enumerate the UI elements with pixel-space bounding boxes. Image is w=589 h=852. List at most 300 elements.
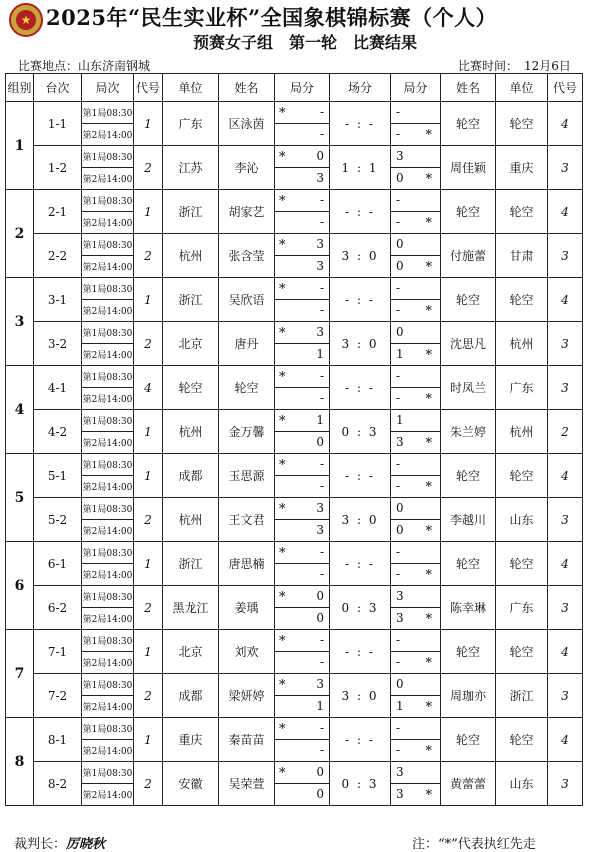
left-unit: 广东 xyxy=(163,102,219,146)
score-value: - xyxy=(396,193,401,207)
right-code: 4 xyxy=(548,630,583,674)
round-time: 第2局14:00 xyxy=(82,652,134,674)
table-row xyxy=(6,410,583,432)
score-value: 0 xyxy=(316,787,324,801)
right-game-score xyxy=(391,542,441,564)
column-header: 场分 xyxy=(330,74,391,102)
left-unit: 浙江 xyxy=(163,278,219,322)
left-game-score xyxy=(275,212,330,234)
round-time: 第1局08:30 xyxy=(82,454,134,476)
left-unit: 杭州 xyxy=(163,234,219,278)
right-unit: 轮空 xyxy=(496,542,548,586)
table-row xyxy=(6,498,583,520)
right-name: 轮空 xyxy=(441,718,496,762)
left-game-score xyxy=(275,124,330,146)
left-code: 1 xyxy=(134,102,163,146)
round-time: 第2局14:00 xyxy=(82,344,134,366)
left-game-score xyxy=(275,498,330,520)
match-score: 1 : 1 xyxy=(330,146,391,190)
left-name: 轮空 xyxy=(219,366,275,410)
right-unit: 山东 xyxy=(496,498,548,542)
match-score: - : - xyxy=(330,102,391,146)
score-value: - xyxy=(396,391,401,405)
score-value: - xyxy=(396,303,401,317)
match-score: 0 : 3 xyxy=(330,762,391,806)
score-value: - xyxy=(396,633,401,647)
right-unit: 重庆 xyxy=(496,146,548,190)
left-game-score xyxy=(275,168,330,190)
score-value: - xyxy=(319,633,324,647)
red-first-mark: * xyxy=(425,524,432,539)
referee-label: 裁判长： xyxy=(14,837,67,852)
score-value: - xyxy=(396,105,401,119)
score-value: - xyxy=(396,545,401,559)
column-header: 代号 xyxy=(548,74,583,102)
round-time: 第2局14:00 xyxy=(82,124,134,146)
round-time: 第1局08:30 xyxy=(82,586,134,608)
score-value: 3 xyxy=(396,787,404,801)
column-header: 局次 xyxy=(82,74,134,102)
left-game-score xyxy=(275,542,330,564)
left-unit: 浙江 xyxy=(163,542,219,586)
left-unit: 成都 xyxy=(163,674,219,718)
left-code: 1 xyxy=(134,454,163,498)
referee-name: 厉晓秋 xyxy=(66,837,106,852)
left-game-score xyxy=(275,234,330,256)
right-unit: 轮空 xyxy=(496,454,548,498)
board-number: 7-2 xyxy=(34,674,82,718)
left-game-score xyxy=(275,102,330,124)
round-time: 第1局08:30 xyxy=(82,366,134,388)
right-code: 2 xyxy=(548,410,583,454)
left-name: 张含莹 xyxy=(219,234,275,278)
score-value: - xyxy=(319,127,324,141)
left-name: 唐思楠 xyxy=(219,542,275,586)
score-value: 3 xyxy=(316,237,324,251)
red-first-mark: * xyxy=(425,392,432,407)
score-value: - xyxy=(319,281,324,295)
score-value: 0 xyxy=(396,325,404,339)
right-unit: 山东 xyxy=(496,762,548,806)
score-value: - xyxy=(396,457,401,471)
left-code: 2 xyxy=(134,674,163,718)
right-code: 3 xyxy=(548,498,583,542)
score-value: - xyxy=(396,567,401,581)
red-first-mark: * xyxy=(425,216,432,231)
left-code: 1 xyxy=(134,410,163,454)
round-time: 第2局14:00 xyxy=(82,432,134,454)
red-first-mark: * xyxy=(279,282,286,297)
left-code: 2 xyxy=(134,586,163,630)
left-unit: 江苏 xyxy=(163,146,219,190)
match-score: - : - xyxy=(330,278,391,322)
right-game-score xyxy=(391,740,441,762)
referee-line xyxy=(14,833,105,852)
round-time: 第2局14:00 xyxy=(82,696,134,718)
right-code: 4 xyxy=(548,718,583,762)
table-row xyxy=(6,190,583,212)
column-header: 单位 xyxy=(163,74,219,102)
match-score: - : - xyxy=(330,190,391,234)
right-game-score xyxy=(391,410,441,432)
table-row xyxy=(6,762,583,784)
round-time: 第2局14:00 xyxy=(82,168,134,190)
left-unit: 浙江 xyxy=(163,190,219,234)
red-first-mark: * xyxy=(279,546,286,561)
score-value: 0 xyxy=(316,611,324,625)
left-game-score xyxy=(275,344,330,366)
score-value: 3 xyxy=(396,589,404,603)
score-value: 0 xyxy=(396,237,404,251)
table-row xyxy=(6,366,583,388)
match-score: 3 : 0 xyxy=(330,674,391,718)
board-number: 2-1 xyxy=(34,190,82,234)
match-score: 0 : 3 xyxy=(330,410,391,454)
left-name: 李沁 xyxy=(219,146,275,190)
group-number: 6 xyxy=(6,542,34,630)
left-game-score xyxy=(275,278,330,300)
column-header: 组别 xyxy=(6,74,34,102)
red-first-mark: * xyxy=(425,744,432,759)
left-game-score xyxy=(275,366,330,388)
round-time: 第2局14:00 xyxy=(82,476,134,498)
red-first-mark: * xyxy=(279,106,286,121)
match-score: 3 : 0 xyxy=(330,498,391,542)
left-name: 区泳茵 xyxy=(219,102,275,146)
right-game-score xyxy=(391,718,441,740)
round-time: 第1局08:30 xyxy=(82,410,134,432)
right-game-score xyxy=(391,322,441,344)
group-number: 4 xyxy=(6,366,34,454)
left-code: 2 xyxy=(134,762,163,806)
group-number: 1 xyxy=(6,102,34,190)
right-game-score xyxy=(391,300,441,322)
left-game-score xyxy=(275,674,330,696)
right-unit: 浙江 xyxy=(496,674,548,718)
right-unit: 轮空 xyxy=(496,190,548,234)
red-first-mark: * xyxy=(279,194,286,209)
left-unit: 安徽 xyxy=(163,762,219,806)
right-game-score xyxy=(391,762,441,784)
board-number: 3-1 xyxy=(34,278,82,322)
right-game-score xyxy=(391,344,441,366)
right-unit: 广东 xyxy=(496,586,548,630)
round-time: 第2局14:00 xyxy=(82,740,134,762)
right-game-score xyxy=(391,476,441,498)
right-game-score xyxy=(391,564,441,586)
round-time: 第1局08:30 xyxy=(82,630,134,652)
round-time: 第1局08:30 xyxy=(82,542,134,564)
board-number: 8-2 xyxy=(34,762,82,806)
left-game-score xyxy=(275,432,330,454)
red-first-mark: * xyxy=(425,260,432,275)
right-code: 4 xyxy=(548,190,583,234)
score-value: 0 xyxy=(396,259,404,273)
red-first-mark: * xyxy=(279,590,286,605)
red-first-mark: * xyxy=(279,722,286,737)
right-game-score xyxy=(391,674,441,696)
right-code: 3 xyxy=(548,234,583,278)
score-value: 3 xyxy=(316,677,324,691)
left-game-score xyxy=(275,454,330,476)
left-code: 1 xyxy=(134,542,163,586)
round-time: 第2局14:00 xyxy=(82,300,134,322)
left-game-score xyxy=(275,146,330,168)
left-game-score xyxy=(275,564,330,586)
left-name: 秦苗苗 xyxy=(219,718,275,762)
left-game-score xyxy=(275,630,330,652)
score-value: 1 xyxy=(316,413,324,427)
right-name: 朱兰婷 xyxy=(441,410,496,454)
location-text: 比赛地点：山东济南钢城 xyxy=(18,59,151,73)
match-score: 3 : 0 xyxy=(330,234,391,278)
score-value: 3 xyxy=(396,149,404,163)
table-row xyxy=(6,718,583,740)
right-game-score xyxy=(391,454,441,476)
results-table xyxy=(5,73,583,806)
round-time: 第2局14:00 xyxy=(82,784,134,806)
left-game-score xyxy=(275,322,330,344)
red-first-mark: * xyxy=(425,348,432,363)
round-time: 第2局14:00 xyxy=(82,608,134,630)
left-name: 唐丹 xyxy=(219,322,275,366)
group-number: 7 xyxy=(6,630,34,718)
score-value: - xyxy=(396,127,401,141)
score-value: - xyxy=(396,721,401,735)
score-value: - xyxy=(319,105,324,119)
match-score: - : - xyxy=(330,718,391,762)
left-game-score xyxy=(275,696,330,718)
right-name: 轮空 xyxy=(441,542,496,586)
match-score: - : - xyxy=(330,630,391,674)
right-unit: 杭州 xyxy=(496,322,548,366)
right-code: 4 xyxy=(548,278,583,322)
score-value: 3 xyxy=(316,523,324,537)
score-value: - xyxy=(396,479,401,493)
column-header: 局分 xyxy=(391,74,441,102)
left-game-score xyxy=(275,762,330,784)
round-time: 第1局08:30 xyxy=(82,718,134,740)
red-first-mark: * xyxy=(425,612,432,627)
red-first-mark: * xyxy=(279,150,286,165)
round-time: 第2局14:00 xyxy=(82,388,134,410)
table-row xyxy=(6,542,583,564)
right-name: 黄蕾蕾 xyxy=(441,762,496,806)
column-header: 台次 xyxy=(34,74,82,102)
score-value: 0 xyxy=(316,435,324,449)
left-name: 梁妍婷 xyxy=(219,674,275,718)
table-row xyxy=(6,102,583,124)
score-value: 3 xyxy=(316,171,324,185)
right-code: 3 xyxy=(548,586,583,630)
score-value: - xyxy=(396,369,401,383)
score-value: 3 xyxy=(396,611,404,625)
round-time: 第1局08:30 xyxy=(82,102,134,124)
left-game-score xyxy=(275,300,330,322)
right-name: 陈幸琳 xyxy=(441,586,496,630)
table-row xyxy=(6,586,583,608)
right-game-score xyxy=(391,432,441,454)
left-code: 2 xyxy=(134,146,163,190)
column-header: 姓名 xyxy=(219,74,275,102)
right-game-score xyxy=(391,586,441,608)
board-number: 2-2 xyxy=(34,234,82,278)
left-game-score xyxy=(275,608,330,630)
group-number: 2 xyxy=(6,190,34,278)
board-number: 7-1 xyxy=(34,630,82,674)
right-code: 3 xyxy=(548,366,583,410)
left-name: 姜瑀 xyxy=(219,586,275,630)
round-time: 第1局08:30 xyxy=(82,322,134,344)
right-game-score xyxy=(391,190,441,212)
column-header: 单位 xyxy=(496,74,548,102)
board-number: 5-1 xyxy=(34,454,82,498)
footer-note: 注：“*”代表执红先走 xyxy=(412,837,536,852)
match-score: - : - xyxy=(330,454,391,498)
right-unit: 杭州 xyxy=(496,410,548,454)
right-code: 3 xyxy=(548,146,583,190)
right-name: 周佳颖 xyxy=(441,146,496,190)
right-name: 轮空 xyxy=(441,278,496,322)
table-row xyxy=(6,674,583,696)
match-score: - : - xyxy=(330,542,391,586)
table-row xyxy=(6,454,583,476)
page-footer xyxy=(0,832,589,852)
right-name: 轮空 xyxy=(441,102,496,146)
left-game-score xyxy=(275,740,330,762)
red-first-mark: * xyxy=(425,304,432,319)
group-number: 8 xyxy=(6,718,34,806)
match-score: 0 : 3 xyxy=(330,586,391,630)
score-value: 0 xyxy=(316,765,324,779)
round-time: 第2局14:00 xyxy=(82,212,134,234)
meta-row xyxy=(0,56,589,74)
score-value: - xyxy=(319,567,324,581)
score-value: - xyxy=(396,281,401,295)
right-code: 3 xyxy=(548,762,583,806)
round-time: 第1局08:30 xyxy=(82,762,134,784)
score-value: - xyxy=(319,743,324,757)
right-game-score xyxy=(391,652,441,674)
score-value: 1 xyxy=(396,347,404,361)
table-row xyxy=(6,278,583,300)
score-value: - xyxy=(319,545,324,559)
right-name: 轮空 xyxy=(441,454,496,498)
right-game-score xyxy=(391,388,441,410)
right-unit: 轮空 xyxy=(496,718,548,762)
round-time: 第2局14:00 xyxy=(82,520,134,542)
left-game-score xyxy=(275,586,330,608)
right-name: 沈思凡 xyxy=(441,322,496,366)
red-first-mark: * xyxy=(425,128,432,143)
red-first-mark: * xyxy=(425,436,432,451)
board-number: 5-2 xyxy=(34,498,82,542)
column-header: 代号 xyxy=(134,74,163,102)
score-value: - xyxy=(396,655,401,669)
right-code: 4 xyxy=(548,102,583,146)
score-value: 1 xyxy=(316,699,324,713)
board-number: 4-2 xyxy=(34,410,82,454)
left-game-score xyxy=(275,476,330,498)
score-value: - xyxy=(319,303,324,317)
board-number: 8-1 xyxy=(34,718,82,762)
left-name: 吴欣语 xyxy=(219,278,275,322)
score-value: 3 xyxy=(316,501,324,515)
left-code: 1 xyxy=(134,190,163,234)
score-value: 3 xyxy=(396,765,404,779)
score-value: 0 xyxy=(316,589,324,603)
page-subtitle: 预赛女子组 第一轮 比赛结果 xyxy=(192,33,417,52)
score-value: - xyxy=(319,391,324,405)
right-unit: 轮空 xyxy=(496,102,548,146)
score-value: 3 xyxy=(316,259,324,273)
match-score: 3 : 0 xyxy=(330,322,391,366)
score-value: - xyxy=(319,655,324,669)
group-number: 5 xyxy=(6,454,34,542)
red-first-mark: * xyxy=(425,172,432,187)
right-code: 3 xyxy=(548,674,583,718)
group-number: 3 xyxy=(6,278,34,366)
red-first-mark: * xyxy=(279,326,286,341)
left-unit: 轮空 xyxy=(163,366,219,410)
round-time: 第1局08:30 xyxy=(82,190,134,212)
red-first-mark: * xyxy=(425,568,432,583)
score-value: 1 xyxy=(316,347,324,361)
table-row xyxy=(6,322,583,344)
page-header xyxy=(0,0,589,56)
right-game-score xyxy=(391,608,441,630)
left-game-score xyxy=(275,388,330,410)
red-first-mark: * xyxy=(279,502,286,517)
right-unit: 甘肃 xyxy=(496,234,548,278)
time-text: 比赛时间： 12月6日 xyxy=(458,59,571,73)
red-first-mark: * xyxy=(425,480,432,495)
left-game-score xyxy=(275,190,330,212)
board-number: 4-1 xyxy=(34,366,82,410)
left-unit: 杭州 xyxy=(163,410,219,454)
left-code: 4 xyxy=(134,366,163,410)
left-name: 玉思源 xyxy=(219,454,275,498)
left-unit: 重庆 xyxy=(163,718,219,762)
left-unit: 杭州 xyxy=(163,498,219,542)
board-number: 6-1 xyxy=(34,542,82,586)
score-value: 0 xyxy=(396,171,404,185)
emblem-logo: ★ xyxy=(9,3,43,37)
red-first-mark: * xyxy=(425,788,432,803)
right-game-score xyxy=(391,256,441,278)
score-value: - xyxy=(396,215,401,229)
right-game-score xyxy=(391,102,441,124)
table-row xyxy=(6,630,583,652)
round-time: 第2局14:00 xyxy=(82,256,134,278)
right-game-score xyxy=(391,124,441,146)
board-number: 1-1 xyxy=(34,102,82,146)
board-number: 3-2 xyxy=(34,322,82,366)
table-row xyxy=(6,146,583,168)
round-time: 第1局08:30 xyxy=(82,674,134,696)
right-game-score xyxy=(391,278,441,300)
left-unit: 北京 xyxy=(163,322,219,366)
right-name: 付施蕾 xyxy=(441,234,496,278)
left-game-score xyxy=(275,410,330,432)
score-value: - xyxy=(319,721,324,735)
left-code: 2 xyxy=(134,234,163,278)
left-name: 王文君 xyxy=(219,498,275,542)
page-title: 2025年“民生实业杯”全国象棋锦标赛（个人） xyxy=(46,5,498,30)
score-value: 0 xyxy=(396,501,404,515)
left-game-score xyxy=(275,718,330,740)
score-value: - xyxy=(319,479,324,493)
